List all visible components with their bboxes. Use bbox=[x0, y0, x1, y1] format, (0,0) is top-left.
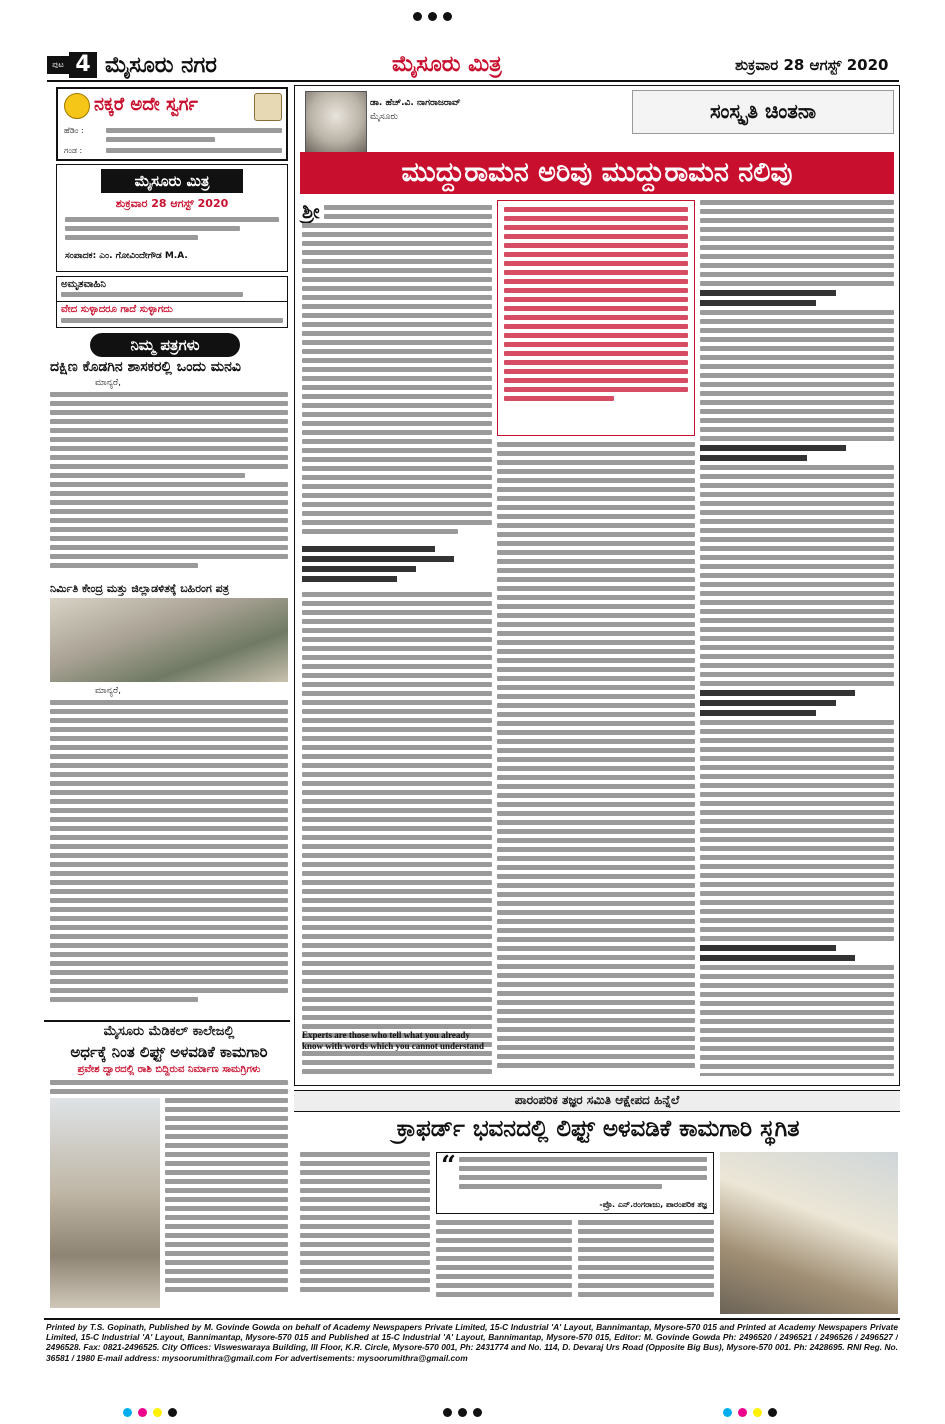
header-rule bbox=[47, 80, 899, 82]
mini-masthead-name: ಮೈಸೂರು ಮಿತ್ರ bbox=[101, 169, 243, 193]
heritage-text-col3 bbox=[578, 1220, 714, 1312]
humor-label-2: ಗಂಡ : bbox=[64, 146, 83, 155]
page-header bbox=[47, 50, 899, 80]
pull-quote-box bbox=[497, 200, 695, 436]
page-number: 4 bbox=[69, 52, 97, 78]
registration-marks-bottom bbox=[0, 1402, 945, 1416]
mini-masthead-date: ಶುಕ್ರವಾರ 28 ಆಗಸ್ಟ್ 2020 bbox=[115, 197, 229, 210]
humor-title: ನಕ್ಕರೆ ಅದೇ ಸ್ವರ್ಗ bbox=[94, 94, 198, 115]
column-text-col1 bbox=[302, 205, 492, 1075]
letter1-title: ದಕ್ಷಿಣ ಕೊಡಗಿನ ಶಾಸಕರಲ್ಲಿ ಒಂದು ಮನವಿ bbox=[50, 359, 241, 375]
column-headline-bar bbox=[300, 152, 894, 194]
medical-headline: ಅರ್ಧಕ್ಕೆ ನಿಂತ ಲಿಫ್ಟ್ ಅಳವಡಿಕೆ ಕಾಮಗಾರಿ bbox=[70, 1043, 268, 1061]
medical-text-body bbox=[165, 1098, 288, 1308]
header-date: ಶುಕ್ರವಾರ 28 ಆಗಸ್ಟ್ 2020 bbox=[735, 56, 889, 74]
author-name: ಡಾ. ಹೆಚ್.ವಿ. ನಾಗರಾಜರಾವ್ bbox=[370, 98, 461, 108]
letters-banner bbox=[90, 333, 240, 357]
letter2-photo bbox=[50, 598, 288, 682]
series-banner bbox=[632, 90, 894, 134]
heritage-text-col2 bbox=[436, 1220, 572, 1312]
series-title: ಸಂಸ್ಕೃತಿ ಚಿಂತನಾ bbox=[709, 99, 817, 123]
letter1-body bbox=[50, 392, 288, 574]
footer-rule bbox=[44, 1318, 900, 1320]
medical-text-intro bbox=[50, 1080, 288, 1098]
registration-marks-top bbox=[410, 6, 455, 25]
humor-label-1: ಹೆಡಿಂ : bbox=[64, 126, 84, 135]
letter2-title: ನಿರ್ಮಿತಿ ಕೇಂದ್ರ ಮತ್ತು ಜಿಲ್ಲಾಡಳಿತಕ್ಕೆ ಬಹಿರಂಗ ಪತ್ರ bbox=[50, 582, 230, 595]
crawford-hall-photo bbox=[720, 1152, 898, 1314]
english-quote: Experts are those who tell what you already know with words which you cannot understand bbox=[302, 1030, 485, 1051]
heritage-headline: ಕ್ರಾಫರ್ಡ್ ಭವನದಲ್ಲಿ ಲಿಫ್ಟ್ ಅಳವಡಿಕೆ ಕಾಮಗಾರಿ ಸ್ಥಗಿತ bbox=[396, 1115, 800, 1142]
amrutha-quote: ವೇದ ಸುಳ್ಳಾದರೂ ಗಾದೆ ಸುಳ್ಳಾಗದು bbox=[61, 304, 173, 315]
quote-attribution: -ಪ್ರೊ. ಎನ್.ರಂಗರಾಜು, ಪಾರಂಪರಿಕ ತಜ್ಞ bbox=[599, 1200, 707, 1209]
page-label: ಪುಟ bbox=[47, 56, 69, 74]
letters-banner-text: ನಿಮ್ಮ ಪತ್ರಗಳು bbox=[130, 336, 200, 354]
laughing-face-icon bbox=[64, 93, 90, 119]
medical-kicker: ಮೈಸೂರು ಮೆಡಿಕಲ್ ಕಾಲೇಜಲ್ಲಿ bbox=[103, 1024, 235, 1039]
masthead: ಮೈಸೂರು ಮಿತ್ರ bbox=[392, 51, 502, 77]
footer-imprint: Printed by T.S. Gopinath, Published by M. Govinde Gowda on behalf of Academy Newspapers Private Limited, 15-C Industrial 'A' Layout, Bannimantap, Mysore-570 015 and Printed at Academy Newspapers Private Limited, 15-C Industrial 'A' Layout, Bannimantap, Mysore-570 015 and Published at 15-C Industrial 'A' Layout, Bannimantap, Mysore-570 015, Editor: M. Govinde Gowda Ph: 2496520 / 2496521 / 2496526 / 2496527 / 2496528. Fax: 0821-2496525. City Offices: Visweswaraya Building, III Floor, K.R. Circle, Mysore-570 001, Ph: 2431774 and No. 114, D. Devaraj Urs Road (Opposite Big Bus), Mysore-570 001. Ph: 2428695. RNI Reg. No. 36581 / 1980 E-mail address: mysoorumithra@gmail.com For advertisements: mysoorumithra@gmail.com bbox=[46, 1322, 898, 1363]
letter1-salutation: ಮಾನ್ಯರೆ, bbox=[95, 378, 121, 388]
cartoon-icon bbox=[254, 93, 282, 121]
author-photo bbox=[305, 91, 367, 153]
letter2-body bbox=[50, 700, 288, 1018]
heritage-kicker: ಪಾರಂಪರಿಕ ತಜ್ಞರ ಸಮಿತಿ ಆಕ್ಷೇಪದ ಹಿನ್ನೆಲೆ bbox=[514, 1093, 680, 1107]
column-headline: ಮುದ್ದುರಾಮನ ಅರಿವು ಮುದ್ದುರಾಮನ ನಲಿವು bbox=[401, 157, 793, 188]
section-name: ಮೈಸೂರು ನಗರ bbox=[105, 52, 217, 78]
quote-mark-icon: “ bbox=[441, 1151, 456, 1181]
medical-subhead: ಪ್ರವೇಶ ದ್ವಾರದಲ್ಲಿ ರಾಶಿ ಬಿದ್ದಿರುವ ನಿರ್ಮಾಣ ಸಾಮಗ್ರಿಗಳು bbox=[77, 1064, 261, 1075]
mini-masthead bbox=[56, 164, 288, 272]
dropcap: ಶ್ರೀ bbox=[302, 199, 320, 223]
amrutha-title: ಅಮೃತವಾಹಿನಿ bbox=[61, 279, 106, 290]
column-text-col2 bbox=[497, 442, 695, 1076]
author-city: ಮೈಸೂರು bbox=[370, 112, 398, 122]
editor-line: ಸಂಪಾದಕ: ಎಂ. ಗೋವಿಂದೇಗೌಡ M.A. bbox=[65, 251, 188, 261]
medical-college-photo bbox=[50, 1098, 160, 1308]
humor-box bbox=[56, 87, 288, 161]
heritage-text-col1 bbox=[300, 1152, 430, 1312]
heritage-kicker-bar bbox=[294, 1090, 900, 1112]
amrutha-box bbox=[56, 276, 288, 328]
letter2-salutation: ಮಾನ್ಯರೆ, bbox=[95, 686, 121, 696]
heritage-quote-box bbox=[436, 1152, 714, 1214]
column-text-col3 bbox=[700, 200, 894, 1076]
